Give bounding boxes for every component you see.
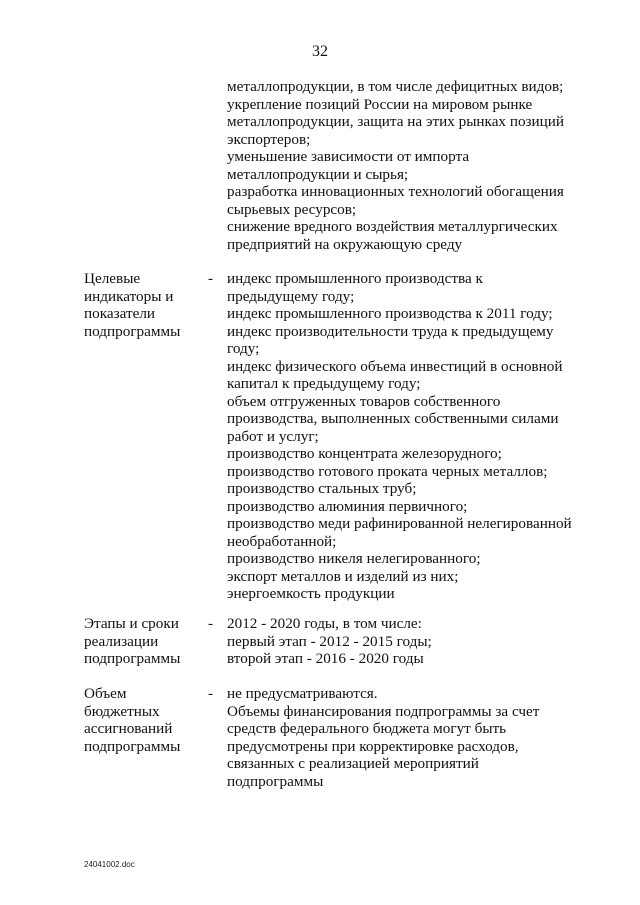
section-value-line: второй этап - 2016 - 2020 годы (227, 650, 424, 667)
section-value-line: производство никеля нелегированного; (227, 550, 481, 567)
intro-line: снижение вредного воздействия металлургических (227, 218, 558, 235)
section-label-line: Целевые (84, 270, 141, 287)
section-value (227, 615, 577, 668)
intro-line: металлопродукции, в том числе дефицитных видов; (227, 78, 564, 95)
section-label-line: подпрограммы (84, 737, 181, 755)
section-dash: - (208, 685, 214, 702)
section-value-line: индекс производительности труда к предыдущему (227, 322, 554, 340)
section-value-line: производство концентрата железорудного; (227, 445, 502, 462)
section-value-line: предусмотрены при корректировке расходов, (227, 737, 519, 755)
section-dash: - (208, 270, 214, 287)
intro-line: укрепление позиций России на мировом рынке (227, 95, 533, 113)
intro-line: уменьшение зависимости от импорта (227, 148, 470, 165)
section-value-line: предыдущему году; (227, 287, 355, 305)
section-value-line: объем отгруженных товаров собственного (227, 392, 501, 410)
section-label-line: Этапы и сроки (84, 615, 179, 632)
section-value-line: индекс промышленного производства к (227, 270, 483, 287)
section-label-line: показатели (84, 305, 156, 322)
section-value-line: производство меди рафинированной нелегированной (227, 515, 572, 532)
section-value-line: не предусматриваются. (227, 685, 378, 702)
section-label-line: подпрограммы (84, 322, 181, 340)
section-value-line: производство алюминия первичного; (227, 497, 468, 515)
section-value-line: Объемы финансирования подпрограммы за счет (227, 702, 540, 720)
section-value (227, 270, 577, 603)
section-value-line: экспорт металлов и изделий из них; (227, 567, 459, 585)
section-value-line: первый этап - 2012 - 2015 годы; (227, 632, 432, 650)
section-label-line: ассигнований (84, 720, 173, 737)
section-label-line: реализации (84, 632, 159, 650)
intro-line: сырьевых ресурсов; (227, 200, 357, 218)
section-value-line: работ и услуг; (227, 427, 319, 445)
section-label-line: подпрограммы (84, 650, 181, 667)
section-value (227, 685, 577, 790)
page-number: 32 (312, 43, 328, 60)
intro-line: предприятий на окружающую среду (227, 235, 463, 253)
intro-line: экспортеров; (227, 130, 311, 148)
intro-line: разработка инновационных технологий обогащения (227, 183, 564, 200)
section-dash: - (208, 615, 214, 632)
section-label-line: бюджетных (84, 702, 160, 720)
section-label-line: индикаторы и (84, 287, 174, 305)
section-value-line: производство стальных труб; (227, 480, 417, 497)
section-value-line: 2012 - 2020 годы, в том числе: (227, 615, 422, 632)
intro-text-block (227, 78, 577, 253)
section-value-line: необработанной; (227, 532, 337, 550)
section-value-line: индекс физического объема инвестиций в основной (227, 357, 563, 375)
section-label-line: Объем (84, 685, 127, 702)
section-label (84, 685, 199, 755)
section-value-line: подпрограммы (227, 772, 324, 790)
section-value-line: производство готового проката черных металлов; (227, 462, 548, 480)
section-value-line: производства, выполненных собственными силами (227, 410, 559, 427)
section-value-line: энергоемкость продукции (227, 585, 395, 602)
section-value-line: индекс промышленного производства к 2011 году; (227, 305, 553, 322)
section-value-line: году; (227, 340, 260, 357)
section-label (84, 615, 199, 668)
section-value-line: средств федерального бюджета могут быть (227, 720, 507, 737)
section-label (84, 270, 199, 340)
footer-filename: 24041002.doc (84, 860, 135, 869)
intro-line: металлопродукции и сырья; (227, 165, 409, 183)
section-value-line: связанных с реализацией мероприятий (227, 755, 479, 772)
intro-line: металлопродукции, защита на этих рынках позиций (227, 113, 565, 130)
section-value-line: капитал к предыдущему году; (227, 375, 421, 392)
